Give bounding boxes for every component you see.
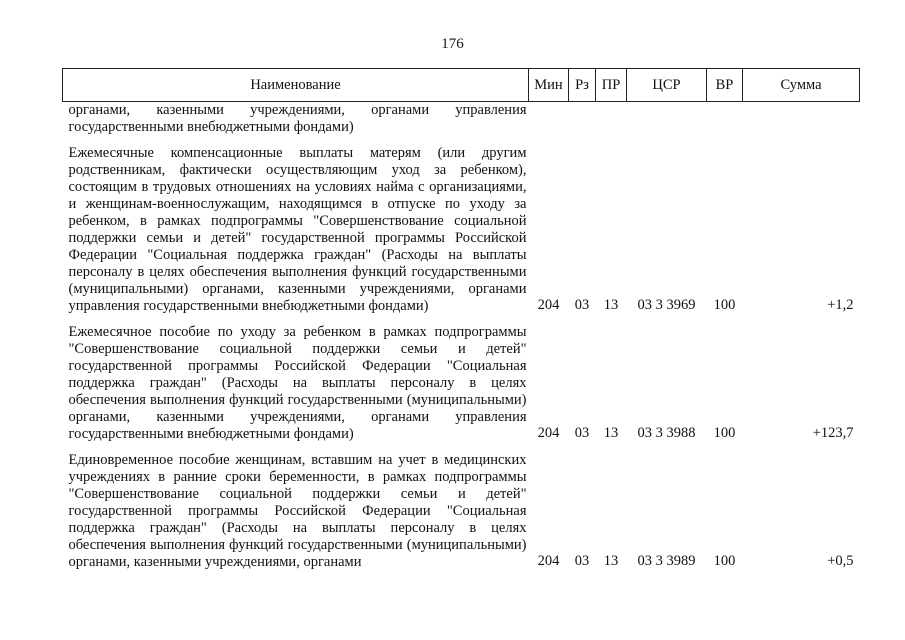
row-min: [529, 102, 569, 137]
row-vr: 100: [713, 297, 736, 313]
table-header-row: [63, 69, 860, 102]
row-csr: 03 3 3969: [637, 297, 696, 313]
header-sum: Сумма: [743, 69, 860, 102]
row-sum: [743, 102, 860, 137]
row-rz: 03: [574, 297, 590, 313]
row-name: органами, казенными учреждениями, органами управления государственными внебюджетными фондами): [68, 102, 527, 135]
row-rz: 03: [574, 553, 590, 569]
row-name: Единовременное пособие женщинам, вставшим на учет в медицинских учреждениях в ранние сроки беременности, в рамках подпрограммы "Совершенствование социальной поддержки семьи и детей" государственной программы Российской Федерации "Социальная поддержка граждан" (Расходы на выплаты персоналу в целях обеспечения выполнения функций государственными (муниципальными) органами, казенными учреждениями, органами: [68, 452, 527, 570]
row-csr: 03 3 3988: [637, 425, 696, 441]
table-row: [63, 136, 860, 315]
row-min: 204: [537, 553, 560, 569]
table-row: [63, 443, 860, 571]
row-name: Ежемесячное пособие по уходу за ребенком в рамках подпрограммы "Совершенствование социальной поддержки семьи и детей" государственной программы Российской Федерации "Социальная поддержка граждан" (Расходы на выплаты персоналу в целях обеспечения выполнения функций государственными (муниципальными) органами, казенными учреждениями, органами управления государственными внебюджетными фондами): [68, 324, 527, 442]
row-rz: [569, 102, 596, 137]
row-vr: 100: [713, 425, 736, 441]
table-row: [63, 315, 860, 443]
row-pr: [596, 102, 627, 137]
row-csr: 03 3 3989: [637, 553, 696, 569]
row-pr: 13: [603, 297, 619, 313]
header-csr: ЦСР: [627, 69, 707, 102]
header-vr: ВР: [707, 69, 743, 102]
header-name: Наименование: [63, 69, 529, 102]
table-row: [63, 102, 860, 137]
row-csr: [627, 102, 707, 137]
budget-table: [62, 68, 860, 571]
row-min: 204: [537, 425, 560, 441]
row-sum: +0,5: [827, 553, 854, 569]
row-pr: 13: [603, 425, 619, 441]
header-rz: Рз: [569, 69, 596, 102]
row-sum: +123,7: [812, 425, 854, 441]
header-pr: ПР: [596, 69, 627, 102]
row-min: 204: [537, 297, 560, 313]
row-pr: 13: [603, 553, 619, 569]
row-rz: 03: [574, 425, 590, 441]
row-sum: +1,2: [827, 297, 854, 313]
row-vr: 100: [713, 553, 736, 569]
header-min: Мин: [529, 69, 569, 102]
row-name: Ежемесячные компенсационные выплаты матерям (или другим родственникам, фактически осуществляющим уход за ребенком), состоящим в трудовых отношениях на условиях найма с организациями, и женщинам-военнослужащим, находящимся в отпуске по уходу за ребенком, в рамках подпрограммы "Совершенствование социальной поддержки семьи и детей" государственной программы Российской Федерации "Социальная поддержка граждан" (Расходы на выплаты персоналу в целях обеспечения выполнения функций государственными (муниципальными) органами, казенными учреждениями, органами управления государственными внебюджетными фондами): [68, 145, 527, 314]
page-number: 176: [441, 36, 464, 52]
row-vr: [707, 102, 743, 137]
